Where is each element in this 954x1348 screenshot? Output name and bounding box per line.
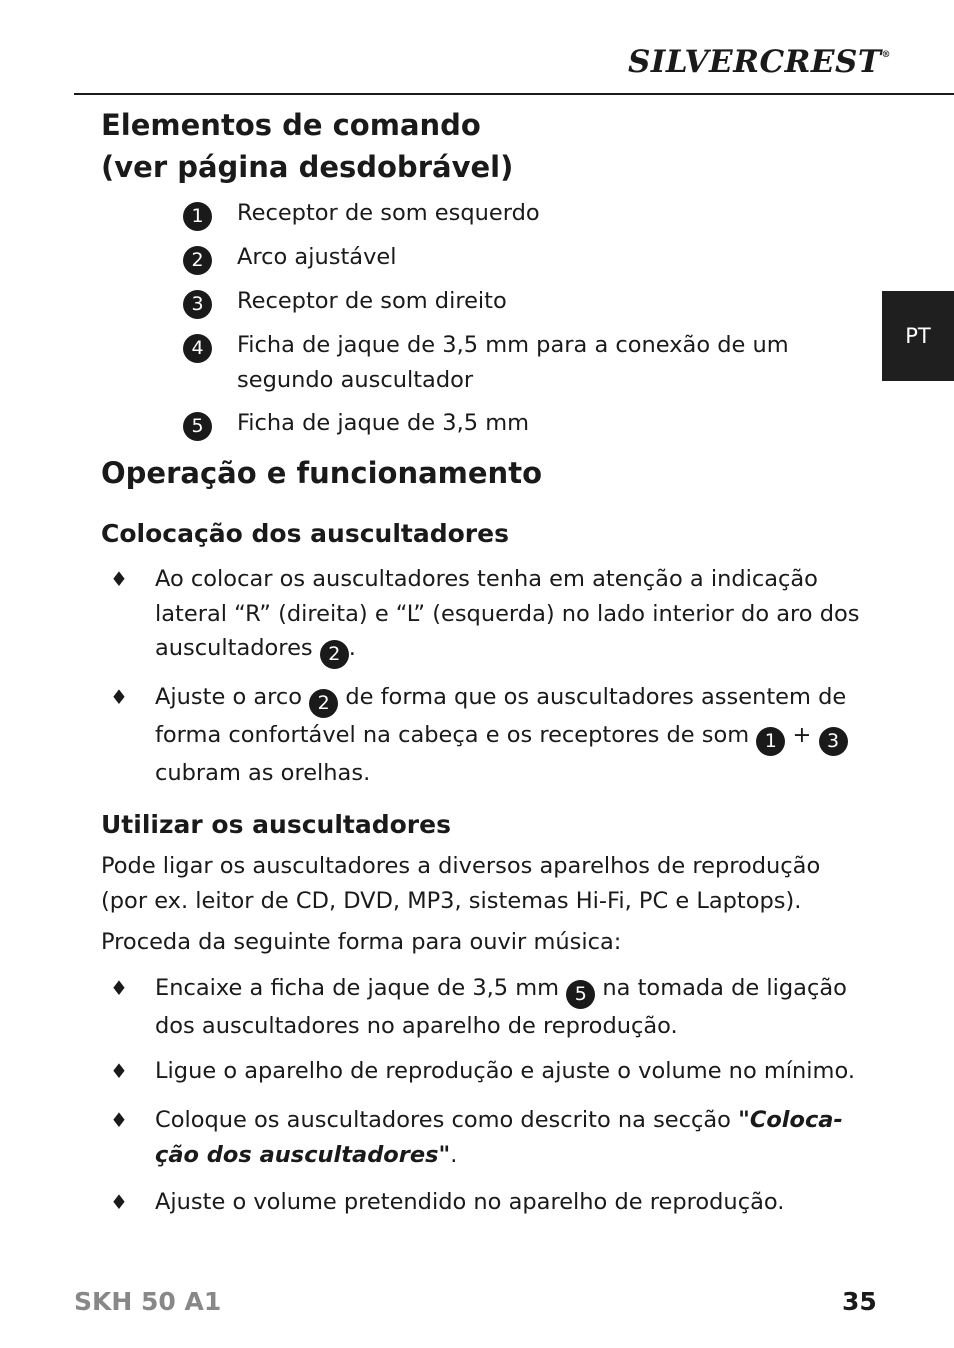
diamond-bullet-icon: ♦ bbox=[110, 1190, 128, 1214]
numbered-circle-icon: 1 bbox=[183, 202, 212, 231]
header-rule bbox=[74, 93, 954, 95]
diamond-bullet-icon: ♦ bbox=[110, 1108, 128, 1132]
paragraph: Proceda da seguinte forma para ouvir música: bbox=[101, 929, 622, 955]
diamond-bullet-icon: ♦ bbox=[110, 1059, 128, 1083]
section-title-operation: Operação e funcionamento bbox=[101, 456, 542, 490]
section-title-controls: Elementos de comando (ver página desdobrável) bbox=[101, 108, 514, 184]
page-number: 35 bbox=[842, 1287, 877, 1316]
numbered-circle-icon: 1 bbox=[756, 727, 785, 756]
paragraph: Pode ligar os auscultadores a diversos aparelhos de reprodução (por ex. leitor de CD, DVD, MP3, sistemas Hi-Fi, PC e Laptops). bbox=[101, 853, 821, 914]
subsection-title-using: Utilizar os auscultadores bbox=[101, 810, 451, 839]
diamond-bullet-icon: ♦ bbox=[110, 685, 128, 709]
numbered-circle-icon: 5 bbox=[183, 412, 212, 441]
numbered-circle-icon: 5 bbox=[566, 980, 595, 1009]
brand-logo: SILVERCREST® bbox=[628, 44, 891, 80]
language-tab: PT bbox=[882, 291, 954, 381]
numbered-circle-icon: 3 bbox=[819, 727, 848, 756]
numbered-circle-icon: 3 bbox=[183, 290, 212, 319]
numbered-circle-icon: 2 bbox=[309, 689, 338, 718]
numbered-circle-icon: 4 bbox=[183, 334, 212, 363]
numbered-circle-icon: 2 bbox=[183, 246, 212, 275]
diamond-bullet-icon: ♦ bbox=[110, 976, 128, 1000]
subsection-title-fitting: Colocação dos auscultadores bbox=[101, 519, 509, 548]
footer-model: SKH 50 A1 bbox=[74, 1287, 222, 1316]
numbered-circle-icon: 2 bbox=[320, 640, 349, 669]
diamond-bullet-icon: ♦ bbox=[110, 567, 128, 591]
